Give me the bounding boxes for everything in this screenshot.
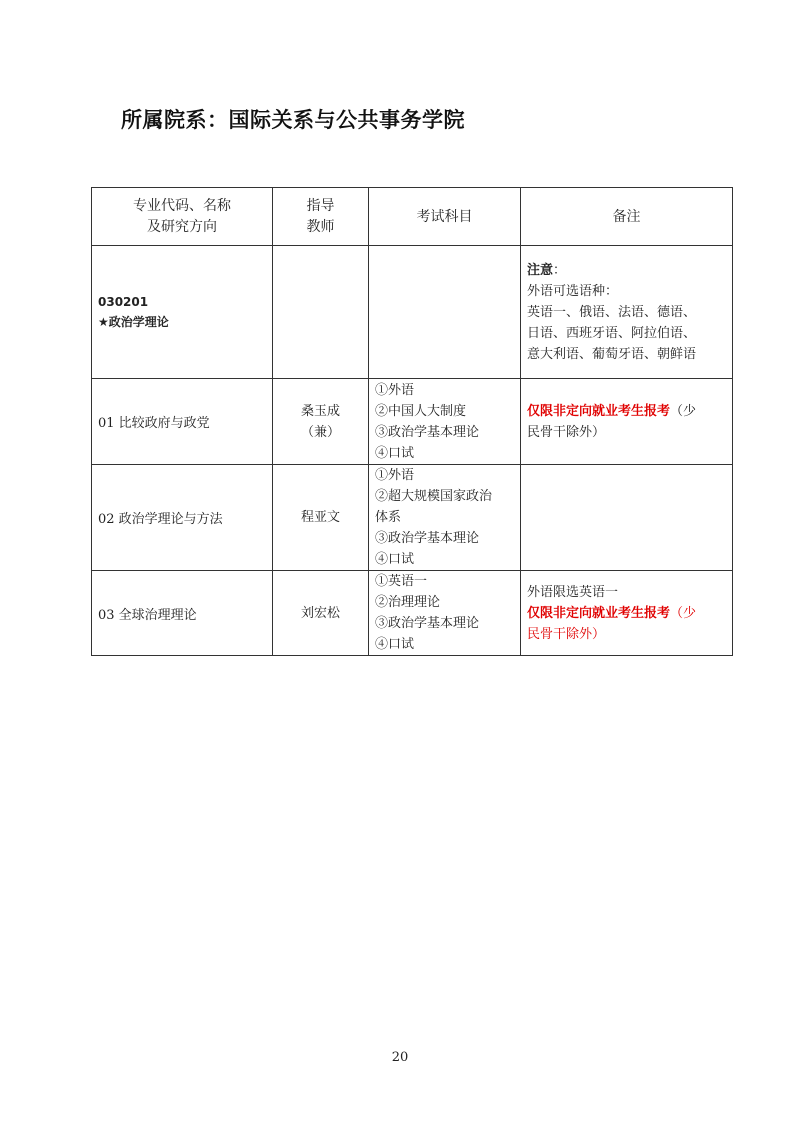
restriction-text: 仅限非定向就业考生报考 <box>527 403 671 419</box>
header-advisor: 指导 教师 <box>273 188 369 246</box>
header-major: 专业代码、名称 及研究方向 <box>92 188 273 246</box>
page-number: 20 <box>391 1050 409 1065</box>
table-row <box>92 571 733 656</box>
header-exam: 考试科目 <box>369 188 521 246</box>
remark-cell: 仅限非定向就业考生报考（少 民骨干除外） <box>521 379 733 465</box>
exam-cell: ①外语 ②超大规模国家政治 体系 ③政治学基本理论 ④口试 <box>369 465 521 571</box>
restriction-text: 仅限非定向就业考生报考 <box>527 605 671 621</box>
note-line: 英语一、俄语、法语、德语、 <box>527 304 697 320</box>
exam-cell: ①英语一 ②治理理论 ③政治学基本理论 ④口试 <box>369 571 521 656</box>
direction-name: 02 政治学理论与方法 <box>92 465 273 571</box>
note-line: 外语可选语种： <box>527 283 619 299</box>
major-note-cell: 注意： 外语可选语种： 英语一、俄语、法语、德语、 日语、西班牙语、阿拉伯语、 意大利语、葡萄牙语、朝鲜语 <box>521 246 733 379</box>
direction-name: 01 比较政府与政党 <box>92 379 273 465</box>
major-code: 030201 <box>98 295 149 309</box>
note-label: 注意 <box>527 262 554 278</box>
note-line: 日语、西班牙语、阿拉伯语、 <box>527 325 697 341</box>
advisor-cell: 刘宏松 <box>273 571 369 656</box>
major-name: ★政治学理论 <box>98 315 169 329</box>
advisor-cell: 程亚文 <box>273 465 369 571</box>
advisor-cell: 桑玉成 （兼） <box>273 379 369 465</box>
major-row <box>92 246 733 379</box>
exam-cell: ①外语 ②中国人大制度 ③政治学基本理论 ④口试 <box>369 379 521 465</box>
direction-name: 03 全球治理理论 <box>92 571 273 656</box>
table-header-row <box>92 188 733 246</box>
header-remark: 备注 <box>521 188 733 246</box>
major-exam-cell <box>369 246 521 379</box>
major-cell <box>92 246 273 379</box>
major-advisor-cell <box>273 246 369 379</box>
table-row <box>92 379 733 465</box>
table-row <box>92 465 733 571</box>
admission-table <box>91 187 733 656</box>
remark-cell <box>521 465 733 571</box>
note-line: 意大利语、葡萄牙语、朝鲜语 <box>527 346 697 362</box>
department-title: 所属院系：国际关系与公共事务学院 <box>121 108 465 132</box>
remark-cell: 外语限选英语一 仅限非定向就业考生报考（少 民骨干除外） <box>521 571 733 656</box>
